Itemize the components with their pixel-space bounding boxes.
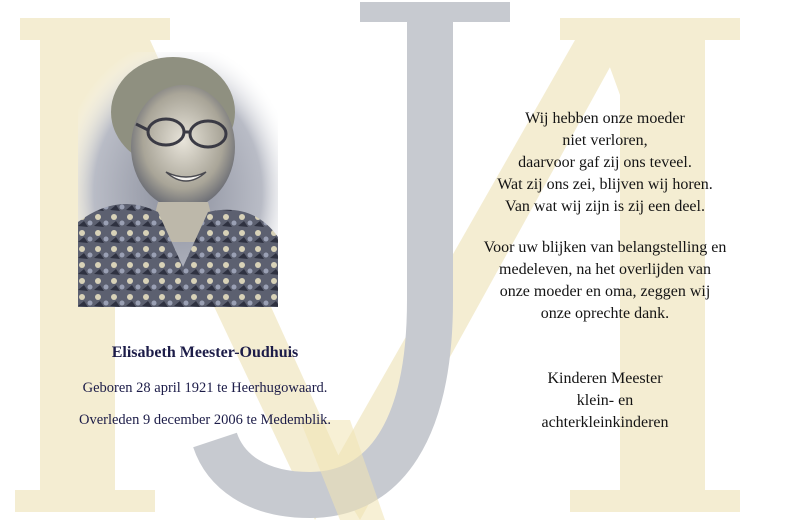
thanks-line: onze oprechte dank. [540, 305, 670, 322]
family-line: Kinderen Meester [547, 370, 663, 387]
poem-line: Wij hebben onze moeder [525, 110, 685, 127]
thanks-message [440, 237, 770, 325]
poem-line: Wat zij ons zei, blijven wij horen. [497, 176, 713, 193]
deceased-name: Elisabeth Meester-Oudhuis [111, 344, 299, 361]
poem [440, 108, 770, 218]
family-signature [440, 368, 770, 434]
poem-line: daarvoor gaf zij ons teveel. [518, 154, 692, 171]
portrait-photo [78, 52, 278, 307]
thanks-line: Voor uw blijken van belangstelling en [483, 239, 727, 256]
birth-date-line: Geboren 28 april 1921 te Heerhugowaard. [82, 380, 328, 396]
family-line: klein- en [576, 392, 634, 409]
poem-line: Van wat wij zijn is zij een deel. [505, 198, 705, 215]
death-date-line: Overleden 9 december 2006 te Medemblik. [78, 412, 332, 428]
thanks-line: onze moeder en oma, zeggen wij [499, 283, 711, 300]
poem-line: niet verloren, [562, 132, 648, 149]
family-line: achterkleinkinderen [541, 414, 669, 431]
thanks-line: medeleven, na het overlijden van [499, 261, 711, 278]
